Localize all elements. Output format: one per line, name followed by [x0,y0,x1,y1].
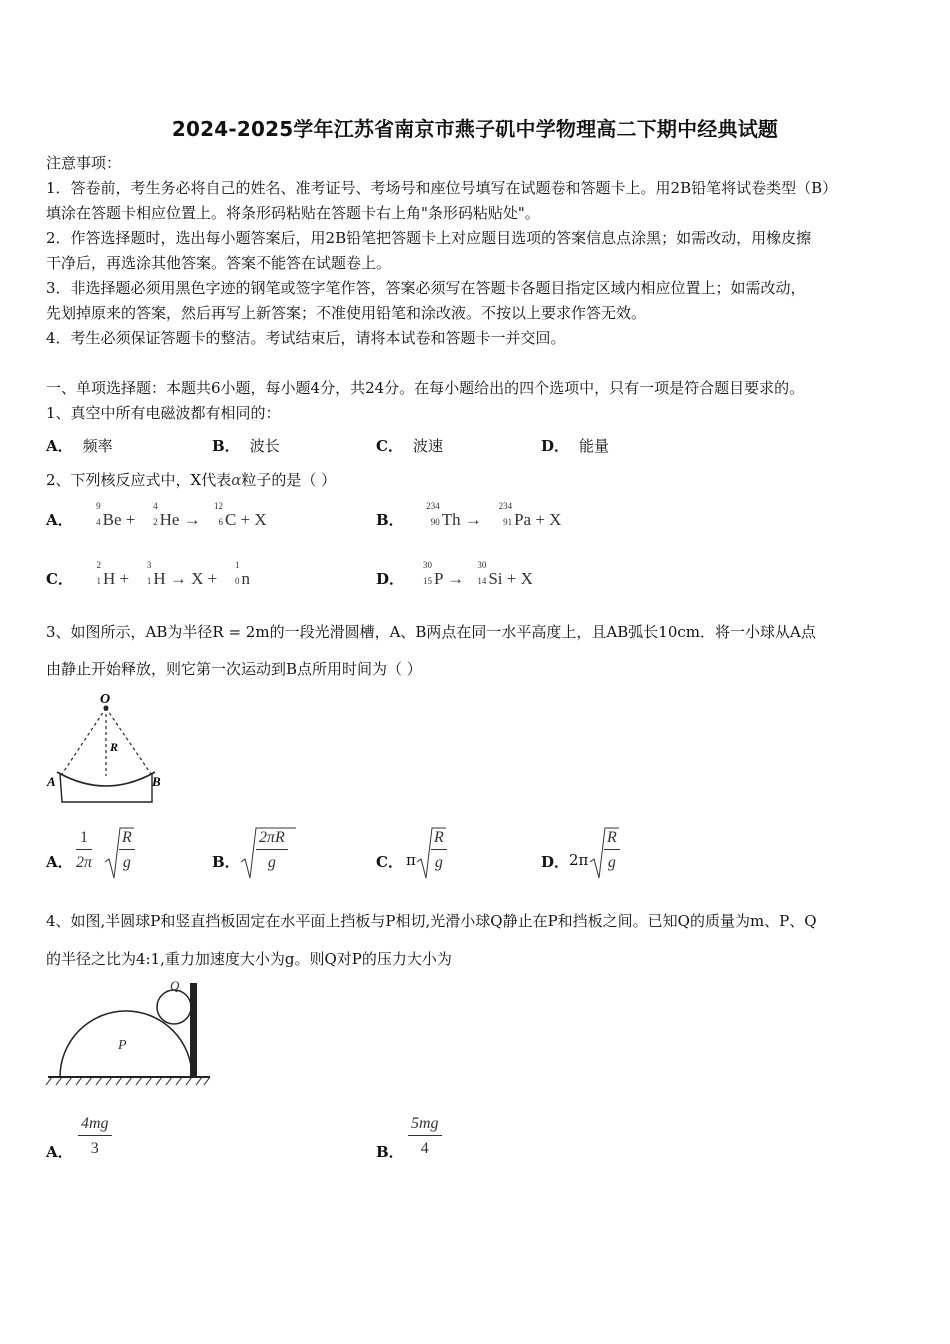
notice-heading: 注意事项： [46,154,122,172]
q4-stem-line1: 4、如图,半圆球P和竖直挡板固定在水平面上挡板与P相切,光滑小球Q静止在P和挡板之间。已知Q的质量为m、P、Q [46,912,817,930]
notice-line: 3．非选择题必须用黑色字迹的钢笔或签字笔作答，答案必须写在答题卡各题目指定区域内相应位置上；如需改动， [46,279,806,297]
notice-line: 先划掉原来的答案，然后再写上新答案；不准使用铅笔和涂改液。不按以上要求作答无效。 [46,304,647,322]
q1-option-d: D． 能量 [541,437,610,455]
label-a: A [47,774,56,789]
label-q: Q [170,978,180,993]
label-b: B [152,774,161,789]
section-heading: 一、单项选择题：本题共6小题，每小题4分，共24分。在每小题给出的四个选项中，只有一项是符合题目要求的。 [46,379,805,397]
q2-stem: 2、下列核反应式中，X代表α粒子的是（ ） [46,471,337,489]
page-title: 2024-2025学年江苏省南京市燕子矶中学物理高二下期中经典试题 [171,117,779,141]
q2-option-c: C． 2 1 H + 3 1 H → X + 1 0 n [46,560,250,588]
notice-line: 填涂在答题卡相应位置上。将条形码粘贴在答题卡右上角"条形码粘贴处"。 [46,204,540,222]
q1-stem: 1、真空中所有电磁波都有相同的： [46,404,281,422]
q4-stem-line2: 的半径之比为4:1,重力加速度大小为g。则Q对P的压力大小为 [46,950,452,968]
q3-figure-arc-groove [44,688,168,810]
q2-option-b: B． 234 90 Th → 234 91 Pa + X [376,501,562,529]
ground-hatch [46,1077,210,1085]
label-r: R [110,740,119,754]
q3-stem-line2: 由静止开始释放，则它第一次运动到B点所用时间为（ ） [46,660,422,678]
notice-line: 2．作答选择题时，选出每小题答案后，用2B铅笔把答题卡上对应题目选项的答案信息点涂黑；如需改动，用橡皮擦 [46,229,812,247]
radius-line-a [62,708,106,774]
q3-stem-line1: 3、如图所示，AB为半径R = 2m的一段光滑圆槽，A、B两点在同一水平高度上，且AB弧长10cm．将一小球从A点 [46,623,816,641]
label-o: O [100,692,111,707]
groove-box [60,774,152,802]
notice-line: 干净后，再选涂其他答案。答案不能答在试题卷上。 [46,254,392,272]
notice-line: 4．考生必须保证答题卡的整洁。考试结束后，请将本试卷和答题卡一并交回。 [46,329,566,347]
q1-option-b: B． 波长 [212,437,280,455]
notice-line: 1．答卷前，考生务必将自己的姓名、准考证号、考场号和座位号填写在试题卷和答题卡上。用2B铅笔将试卷类型（B） [46,179,838,197]
ball-q [157,990,191,1024]
q4-figure-hemisphere [44,975,214,1091]
q2-option-d: D． 30 15 P → 30 14 Si + X [376,560,533,588]
q2-option-a: A． 9 4 Be + 4 2 He → 12 6 C + X [46,501,267,529]
q1-option-a: A． 频率 [46,437,113,455]
label-p: P [118,1038,127,1053]
baffle [190,983,197,1077]
q1-option-c: C． 波速 [376,437,443,455]
